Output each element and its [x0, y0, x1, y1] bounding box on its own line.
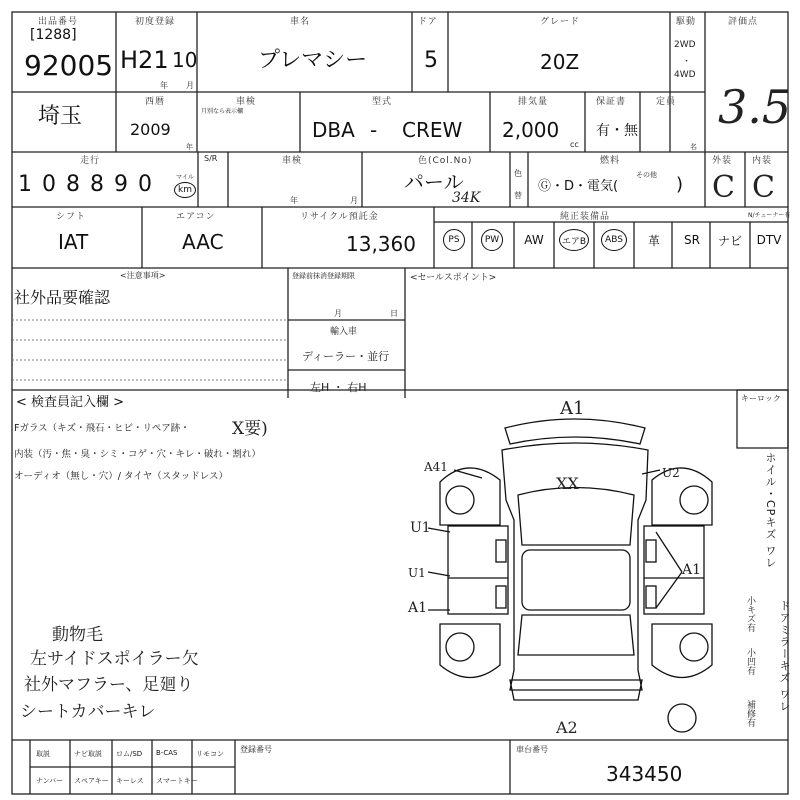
- inspection2-year-unit: 年: [290, 196, 298, 205]
- footer-cell: リモコン: [196, 750, 224, 758]
- fuel-label: 燃料: [600, 156, 621, 166]
- footer-cell: スマートキー: [156, 777, 198, 785]
- import-hand: 左H ・ 右H: [310, 381, 367, 394]
- sales-label: <セールスポイント>: [410, 273, 497, 283]
- color-label: 色(Col.No): [418, 156, 473, 166]
- doors-value: 5: [424, 48, 438, 73]
- registration-year-unit: 年: [160, 81, 168, 90]
- diagram-label: A1: [682, 562, 702, 578]
- fuel-other: その他: [636, 171, 657, 179]
- equipment-sunroof: SR: [684, 233, 700, 247]
- fuel-close: ): [676, 174, 684, 195]
- inspector-title: < 検査員記入欄 >: [16, 395, 125, 410]
- diagram-label: U1: [408, 566, 426, 580]
- type-label: 型式: [372, 97, 393, 107]
- mileage-unit-mile: マイル: [176, 174, 194, 181]
- score-value: 3.5: [718, 80, 792, 134]
- glass-mark: X要): [232, 419, 268, 439]
- capacity-label: 定員: [656, 97, 677, 107]
- shift-value: IAT: [58, 230, 89, 254]
- record-month: 月: [334, 309, 342, 318]
- mileage-digit: 9: [114, 172, 128, 197]
- diagram-label: XX: [556, 474, 579, 493]
- model-name: プレマシー: [258, 48, 368, 73]
- mileage-digit: 1: [18, 172, 32, 197]
- lot-number: 92005: [24, 49, 114, 82]
- footer-cell: ロム/SD: [116, 750, 143, 758]
- fuel-options: Ⓖ・D・電気(: [538, 179, 619, 194]
- mileage-label: 走行: [80, 156, 101, 166]
- record-label: 登録前抹消登録期限: [292, 272, 355, 280]
- mileage-digit: 0: [138, 172, 152, 197]
- registration-month-unit: 月: [186, 81, 194, 90]
- import-label: 輸入車: [330, 327, 358, 337]
- shift-label: シフト: [56, 212, 87, 222]
- interior-grade: C: [752, 170, 775, 205]
- record-day: 日: [390, 309, 398, 318]
- warranty-value: 有・無: [596, 123, 638, 139]
- wheel-note: ホイル・CPキズ ワレ: [764, 452, 777, 569]
- drive-4wd: 4WD: [674, 70, 696, 80]
- score-label: 評価点: [728, 17, 759, 27]
- mileage-digit: 8: [90, 172, 104, 197]
- footer-cell: スペアキー: [74, 777, 109, 785]
- model-name-label: 車名: [290, 17, 311, 27]
- footer-cell: ナンバー: [36, 777, 64, 785]
- recycle-value: 13,360: [346, 232, 416, 256]
- mileage-unit-km: km: [174, 182, 196, 198]
- color-value: パール: [404, 170, 464, 194]
- equipment-tag: N/チューナー有: [748, 212, 791, 219]
- registration-month: 10: [172, 48, 198, 72]
- chassis-label: 車台番号: [516, 745, 548, 754]
- warranty-label: 保証書: [596, 97, 627, 107]
- mileage-extra-label: S/R: [204, 154, 218, 163]
- capacity-unit: 名: [690, 143, 697, 151]
- chassis-number: 343450: [606, 762, 683, 786]
- equipment-pw: PW: [474, 218, 510, 262]
- diagram-label: A1: [560, 398, 585, 419]
- equipment-abs: ABS: [596, 218, 632, 262]
- diagram-label: A1: [408, 600, 428, 616]
- inspection-note: 月別なら表示欄: [201, 108, 244, 115]
- model-year-value: 2009: [130, 120, 171, 139]
- type-prefix: DBA: [312, 118, 355, 142]
- model-year-unit: 年: [186, 143, 193, 151]
- equipment-aw: AW: [524, 233, 544, 247]
- side-small-note: 補修有: [745, 700, 755, 727]
- displacement-value: 2,000: [502, 118, 560, 142]
- type-code: CREW: [402, 118, 463, 142]
- equipment-dtv: DTV: [756, 233, 782, 247]
- color-code: 34K: [452, 190, 481, 206]
- exterior-grade: C: [712, 170, 735, 205]
- equipment-airbag: エアB: [556, 218, 592, 262]
- displacement-unit: cc: [570, 140, 579, 149]
- equipment-leather: 革: [647, 233, 660, 248]
- lot-bracket: [1288]: [30, 27, 77, 43]
- mileage-digit: 0: [42, 172, 56, 197]
- color-change-top: 色: [514, 169, 522, 178]
- diagram-label: A2: [556, 718, 578, 737]
- inspection-label: 車検: [236, 97, 257, 107]
- handwritten-note: 左サイドスポイラー欠: [30, 649, 199, 669]
- diagram-label: A41: [424, 460, 448, 474]
- registration-label: 初度登録: [135, 17, 176, 27]
- side-small-note: 小凹有: [745, 648, 755, 675]
- equipment-navi: ナビ: [717, 233, 742, 248]
- footer-cell: B-CAS: [156, 749, 178, 757]
- diagram-label: U1: [410, 520, 431, 536]
- inspection2-label: 車検: [282, 156, 303, 166]
- exterior-label: 外装: [712, 156, 733, 166]
- handwritten-note: シートカバーキレ: [20, 702, 156, 722]
- diagram-label: U2: [662, 466, 680, 480]
- drive-dot: ・: [682, 57, 692, 67]
- equipment-ps: PS: [436, 218, 472, 262]
- equipment-label: 純正装備品: [560, 212, 611, 222]
- footer-cell: 取説: [36, 750, 50, 758]
- key-lock-label: キーロック: [741, 394, 781, 403]
- side-small-note: 小キズ有: [745, 596, 755, 632]
- mirror-note: ドアミラーキズ ワレ: [778, 600, 791, 713]
- ac-value: AAC: [182, 230, 224, 254]
- handwritten-note: 社外マフラー、足廻り: [24, 675, 194, 695]
- grade-label: グレード: [540, 17, 581, 27]
- ac-label: エアコン: [176, 212, 216, 222]
- import-dealer: ディーラー・並行: [302, 350, 390, 363]
- grade-value: 20Z: [540, 50, 580, 74]
- recycle-label: リサイクル預託金: [300, 212, 379, 222]
- glass-line: Fガラス（キズ・飛石・ヒビ・リペア跡・: [14, 423, 190, 434]
- inspection2-month-unit: 月: [350, 196, 358, 205]
- mileage-digit: 8: [66, 172, 80, 197]
- handwritten-note: 動物毛: [52, 625, 103, 645]
- footer-cell: ナビ取説: [74, 750, 102, 758]
- mileage-value: [18, 172, 152, 197]
- color-change-bottom: 替: [514, 191, 522, 200]
- registration-number-label: 登録番号: [240, 745, 272, 754]
- model-year-label: 西暦: [145, 97, 166, 107]
- audio-tire-line: オーディオ（無し・穴）/ タイヤ（スタッドレス）: [14, 471, 228, 482]
- caution-text: 社外品要確認: [14, 288, 111, 307]
- region-value: 埼玉: [38, 104, 83, 129]
- drive-label: 駆動: [676, 17, 697, 27]
- interior-line: 内装（汚・焦・臭・シミ・コゲ・穴・キレ・破れ・割れ）: [14, 449, 261, 460]
- lot-label: 出品番号: [38, 17, 79, 27]
- interior-label: 内装: [752, 156, 773, 166]
- displacement-label: 排気量: [518, 97, 549, 107]
- footer-cell: キーレス: [116, 777, 144, 785]
- type-dash: -: [370, 118, 378, 142]
- caution-label: <注意事項>: [120, 271, 166, 280]
- registration-year: H21: [120, 46, 169, 74]
- doors-label: ドア: [418, 17, 438, 27]
- drive-2wd: 2WD: [674, 40, 696, 50]
